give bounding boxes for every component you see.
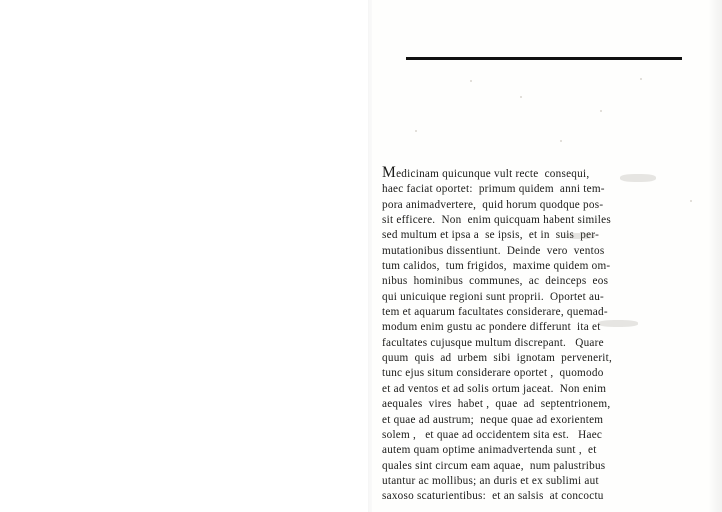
paper-speck <box>470 80 472 82</box>
header-rule <box>406 57 682 60</box>
paper-speck <box>520 96 522 98</box>
body-line: mutationibus dissentiunt. Deinde vero ventos <box>382 244 605 257</box>
body-line: tum calidos, tum frigidos, maxime quidem om- <box>382 260 611 273</box>
body-text-block <box>382 165 674 505</box>
body-line: utantur ac mollibus; an duris et ex sublimi aut <box>382 474 599 487</box>
paper-speck <box>415 130 417 132</box>
paper-smudge <box>565 233 595 239</box>
body-line: modum enim gustu ac pondere differunt ita et <box>382 321 601 334</box>
body-line: quum quis ad urbem sibi ignotam pervenerit, <box>382 352 613 365</box>
paper-speck <box>560 140 562 142</box>
body-line: pora animadvertere, quid horum quodque pos- <box>382 198 604 211</box>
body-line: haec faciat oportet: primum quidem anni tem- <box>382 183 605 196</box>
body-line: tem et aquarum facultates considerare, quemad- <box>382 306 608 319</box>
paper-speck <box>640 78 642 80</box>
body-line: facultates cujusque multum discrepant. Quare <box>382 336 604 349</box>
body-line: sit efficere. Non enim quicquam habent similes <box>382 214 611 227</box>
body-line: sed multum et ipsa a se ipsis, et in suis per- <box>382 229 600 242</box>
drop-cap: M <box>382 164 397 181</box>
paper-smudge <box>620 174 656 182</box>
first-line-remainder: edicinam quicunque vult recte consequi, <box>396 168 590 180</box>
body-line: et ad ventos et ad solis ortum jaceat. Non enim <box>382 382 607 395</box>
body-line: saxoso scaturientibus: et an salsis at concoctu <box>382 490 604 503</box>
body-line: et quae ad austrum; neque quae ad exorientem <box>382 413 604 426</box>
page-edge-shadow <box>708 0 722 512</box>
body-line: autem quam optime animadvertenda sunt , et <box>382 444 597 457</box>
paper-smudge <box>598 320 638 327</box>
paper-speck <box>690 200 692 202</box>
body-line: solem , et quae ad occidentem sita est. Haec <box>382 428 603 441</box>
body-line: aequales vires habet , quae ad septentrionem, <box>382 398 611 411</box>
body-line: qui unicuique regioni sunt proprii. Oportet au- <box>382 290 605 303</box>
body-line: nibus hominibus communes, ac deinceps eos <box>382 275 609 288</box>
paper-speck <box>600 110 602 112</box>
body-line: tunc ejus situm considerare oportet , quomodo <box>382 367 604 380</box>
body-line: quales sint circum eam aquae, num palustribus <box>382 459 606 472</box>
